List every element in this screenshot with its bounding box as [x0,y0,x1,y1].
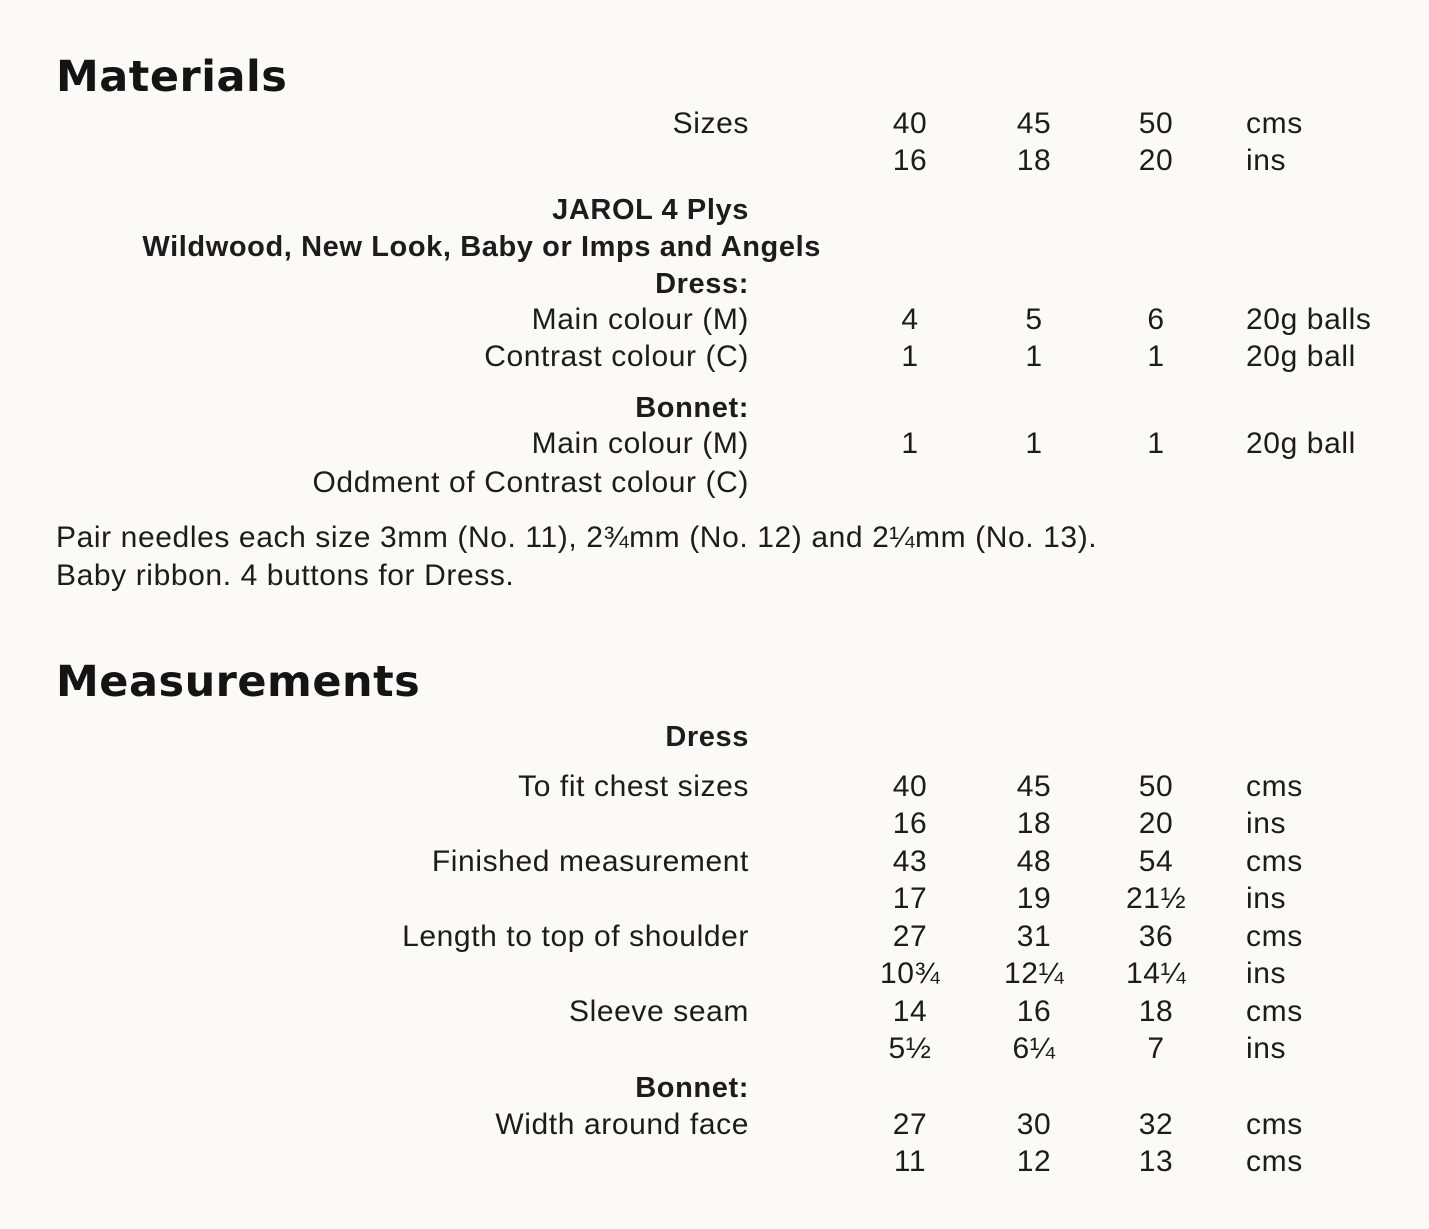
quantity-unit: 20g ball [1246,340,1356,373]
measure-value: 32 [1138,1108,1174,1141]
dress-main-colour-row [0,302,1429,342]
face-label: Width around face [495,1108,749,1141]
quantity-value: 1 [1025,427,1043,460]
measure-value: 31 [1016,920,1052,953]
quantity-value: 1 [901,340,919,373]
size-value: 40 [892,107,928,140]
size-unit: cms [1246,107,1303,140]
sleeve-label: Sleeve seam [568,995,749,1028]
measure-value: 18 [1138,995,1174,1028]
measure-value: 13 [1138,1145,1174,1178]
quantity-unit: 20g ball [1246,427,1356,460]
measure-value: 36 [1138,920,1174,953]
quantity-value: 1 [1147,340,1165,373]
measure-unit: ins [1246,807,1287,840]
measure-value: 18 [1016,807,1052,840]
main-colour-label: Main colour (M) [531,303,749,336]
yarn-types: Wildwood, New Look, Baby or Imps and Angels [142,231,821,263]
measure-value: 45 [1016,770,1052,803]
measure-value: 12 [1016,1145,1052,1178]
extras-text: Baby ribbon. 4 buttons for Dress. [56,559,515,592]
measure-unit: ins [1246,957,1287,990]
size-value: 50 [1138,107,1174,140]
measure-value: 6¼ [1012,1032,1056,1065]
measure-value: 14¼ [1126,957,1187,990]
measure-unit: ins [1246,882,1287,915]
measure-value: 40 [892,770,928,803]
dress-subheading: Dress: [655,268,749,300]
oddment-label: Oddment of Contrast colour (C) [312,466,749,499]
bonnet-subheading: Bonnet: [635,392,749,424]
measure-value: 20 [1138,807,1174,840]
quantity-value: 4 [901,303,919,336]
measure-value: 21½ [1126,882,1187,915]
quantity-value: 1 [1025,340,1043,373]
dress-measure-subheading: Dress [665,721,749,753]
dress-contrast-colour-row [0,339,1429,379]
measure-value: 14 [892,995,928,1028]
length-label: Length to top of shoulder [402,920,749,953]
length-row-ins [0,956,1429,996]
sleeve-row-cms [0,994,1429,1034]
measure-value: 50 [1138,770,1174,803]
measure-unit: cms [1246,1108,1303,1141]
contrast-colour-label: Contrast colour (C) [484,340,749,373]
size-value: 18 [1016,144,1052,177]
measure-value: 43 [892,845,928,878]
measure-value: 17 [892,882,928,915]
measure-value: 10¾ [880,957,941,990]
bonnet-subheading-row [0,390,1429,430]
measure-value: 27 [892,1108,928,1141]
length-row-cms [0,919,1429,959]
quantity-unit: 20g balls [1246,303,1372,336]
face-row-1 [0,1107,1429,1147]
bonnet-measure-subheading: Bonnet: [635,1072,749,1104]
quantity-value: 6 [1147,303,1165,336]
bonnet-main-colour-row [0,426,1429,466]
measure-value: 7 [1147,1032,1165,1065]
quantity-value: 5 [1025,303,1043,336]
measure-unit: ins [1246,1032,1287,1065]
yarn-brand-row [0,192,1429,232]
measure-value: 30 [1016,1108,1052,1141]
measure-value: 54 [1138,845,1174,878]
yarn-types-row [0,229,1429,269]
face-row-2 [0,1144,1429,1184]
sizes-label: Sizes [672,107,749,140]
measure-value: 16 [892,807,928,840]
main-colour-label: Main colour (M) [531,427,749,460]
size-value: 20 [1138,144,1174,177]
dress-subheading-row [0,266,1429,306]
measure-value: 27 [892,920,928,953]
bonnet-oddment-row [0,465,1429,505]
measure-value: 11 [893,1145,927,1178]
measure-unit: cms [1246,1145,1303,1178]
bonnet-measure-subheading-row [0,1070,1429,1110]
chest-row-cms [0,769,1429,809]
size-value: 16 [892,144,928,177]
size-value: 45 [1016,107,1052,140]
materials-heading: Materials [56,52,288,102]
measure-value: 19 [1016,882,1052,915]
finished-row-cms [0,844,1429,884]
size-unit: ins [1246,144,1287,177]
yarn-brand: JAROL 4 Plys [552,194,749,226]
measure-value: 16 [1016,995,1052,1028]
measure-value: 5½ [888,1032,932,1065]
dress-measure-subheading-row [0,719,1429,759]
measure-value: 12¼ [1004,957,1065,990]
measure-unit: cms [1246,995,1303,1028]
chest-label: To fit chest sizes [518,770,749,803]
quantity-value: 1 [1147,427,1165,460]
sizes-row-cms [0,106,1429,146]
measure-value: 48 [1016,845,1052,878]
finished-row-ins [0,881,1429,921]
sizes-row-ins [0,143,1429,183]
quantity-value: 1 [901,427,919,460]
sleeve-row-ins [0,1031,1429,1071]
measure-unit: cms [1246,845,1303,878]
finished-label: Finished measurement [431,845,749,878]
measure-unit: cms [1246,920,1303,953]
chest-row-ins [0,806,1429,846]
needles-text: Pair needles each size 3mm (No. 11), 2¾mm (No. 12) and 2¼mm (No. 13). [56,521,1098,554]
measurements-heading: Measurements [56,657,421,707]
measure-unit: cms [1246,770,1303,803]
